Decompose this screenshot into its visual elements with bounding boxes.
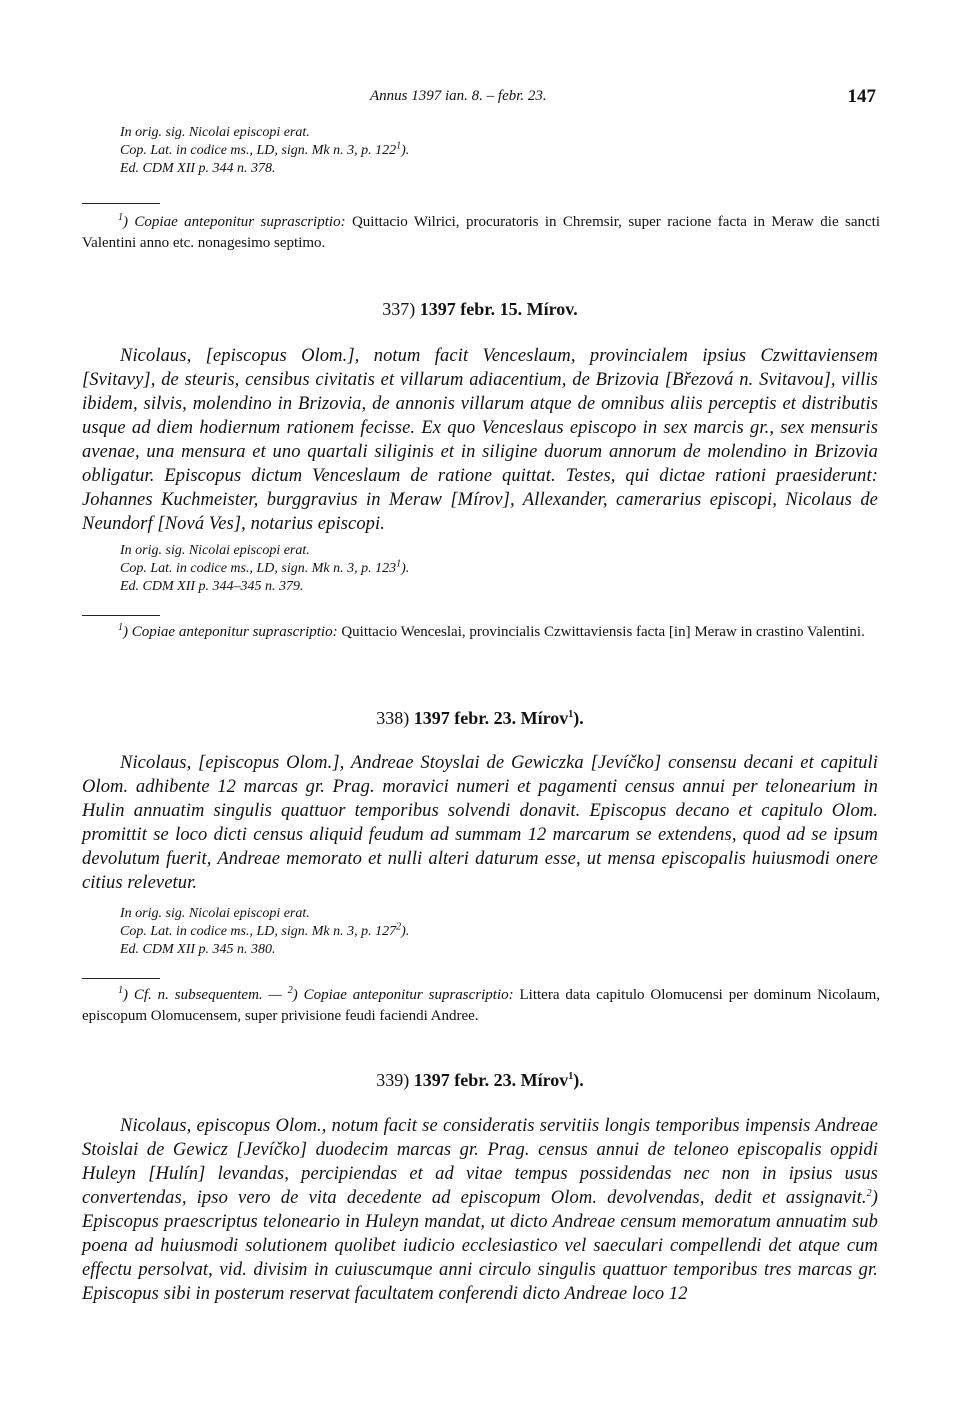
footnote-text: Quittacio Wenceslai, provincialis Czwittaviensis facta [in] Meraw in crastino Valentini. bbox=[337, 624, 865, 640]
source-text: ). bbox=[401, 143, 410, 158]
source-text: Cop. Lat. in codice ms., LD, sign. Mk n. 3, p. 123 bbox=[120, 561, 397, 576]
footnote-lead: ) Cf. n. subsequentem. — bbox=[123, 987, 288, 1003]
footnote-ref: 1 bbox=[568, 709, 574, 720]
footnote-text: Littera data capitulo Olomucensi per dominum Nicolaum, episcopum Olomucensem, super privisione feudi faciendi Andree. bbox=[82, 987, 880, 1024]
source-line: Ed. CDM XII p. 345 n. 380. bbox=[120, 942, 276, 957]
footnote-rule bbox=[82, 203, 160, 204]
source-block-prev bbox=[120, 124, 409, 178]
entry-date-place: 1397 febr. 23. Mírov bbox=[413, 1070, 569, 1090]
source-line bbox=[120, 923, 409, 941]
entry-number: 339) bbox=[376, 1070, 410, 1090]
source-text: Cop. Lat. in codice ms., LD, sign. Mk n. 3, p. 127 bbox=[120, 924, 397, 939]
source-line: Ed. CDM XII p. 344 n. 378. bbox=[120, 161, 276, 176]
entry-heading-end: ). bbox=[573, 1070, 584, 1090]
source-line: In orig. sig. Nicolai episcopi erat. bbox=[120, 543, 310, 558]
source-line bbox=[120, 560, 409, 578]
page-number: 147 bbox=[847, 86, 876, 107]
entry-date-place: 1397 febr. 15. Mírov. bbox=[419, 299, 578, 319]
footnote-rule bbox=[82, 615, 160, 616]
source-line: In orig. sig. Nicolai episcopi erat. bbox=[120, 906, 310, 921]
footnote-lead: ) Copiae anteponitur suprascriptio: bbox=[123, 214, 346, 230]
footnote-marker: 1 bbox=[118, 212, 123, 223]
footnote-rule bbox=[82, 978, 160, 979]
footnote-337 bbox=[82, 622, 880, 643]
running-head bbox=[0, 86, 960, 110]
source-block-338 bbox=[120, 905, 409, 959]
source-text: ). bbox=[401, 561, 410, 576]
entry-heading-337 bbox=[0, 299, 960, 320]
footnote-338 bbox=[82, 985, 880, 1027]
regest-338: Nicolaus, [episcopus Olom.], Andreae Stoyslai de Gewiczka [Jevíčko] consensu decani et capituli Olom. adhibente 12 marcas gr. Prag. moravici numeri et pagamenti census annui per telonearium in Hulin annuatim singulis quattuor temporibus solvendi donavit. Episcopus decano et capitulo Olom. promittit se loco dicti census aliquid feudum ad summam 12 marcarum se extendens, quod ad se ipsum devolutum fuerit, Andreae memorato et nulli alteri daturum esse, ut mensa episcopalis huiusmodi onere citius relevetur. bbox=[82, 753, 878, 893]
footnote-marker: 1 bbox=[118, 985, 123, 996]
regest-text: Nicolaus, episcopus Olom., notum facit se consideratis servitiis longis temporibus impensis Andreae Stoislai de Gewicz [Jevíčko] duodecim marcas gr. Prag. census annui de teloneo episcopalis oppidi Huleyn [Hulín] levandas, percipiendas et ad vitae tempus possidendas nec non in ipsius usus convertendas, ipso vero de vita decedente ad episcopum Olom. devolvendas, dedit et assignavit. bbox=[82, 1116, 878, 1208]
footnote-lead: ) Copiae anteponitur suprascriptio: bbox=[292, 987, 514, 1003]
regest-text: ) Episcopus praescriptus teloneario in Huleyn mandat, ut dicto Andreae censum memoratum annuatim sub poena ad huiusmodi solutionem quolibet iudicio ecclesiastico vel saeculari compellendi det atque cum effectu persolvat, vid. divisim in cuiuscumque anni circulo singulis quattuor temporibus tres marcas gr. Episcopus sibi in posterum reservat facultatem conferendi dicto Andreae loco 12 bbox=[82, 1188, 878, 1304]
regest-337: Nicolaus, [episcopus Olom.], notum facit Venceslaum, provincialem ipsius Czwittaviensem [Svitavy], de steuris, censibus civitatis et villarum adiacentium, de Brizovia [Březová n. Svitavou], villis ibidem, silvis, molendino in Brizovia, de annonis villarum atque de omnibus aliis perceptis et distributis usque ad diem hodiernum rationem fecisse. Ex quo Venceslaus episcopo in sex marcis gr., sex mensuris avenae, una mensura et uno quartali siliginis et in siligine duorum annorum de molendino in Brizovia obligatur. Episcopus dictum Venceslaum de ratione quittat. Testes, qui dictae rationi praesiderunt: Johannes Kuchmeister, burggravius in Meraw [Mírov], Allexander, camerarius episcopi, Nicolaus de Neundorf [Nová Ves], notarius episcopi. bbox=[82, 346, 878, 534]
footnote-text: Quittacio Wilrici, procuratoris in Chremsir, super racione facta in Meraw die sancti Valentini anno etc. nonagesimo septimo. bbox=[82, 214, 881, 251]
footnote-ref: 1 bbox=[396, 558, 402, 570]
entry-date-place: 1397 febr. 23. Mírov bbox=[413, 708, 569, 728]
entry-heading-338 bbox=[0, 708, 960, 729]
entry-number: 337) bbox=[382, 299, 416, 319]
regest-339 bbox=[82, 1114, 878, 1306]
footnote-ref: 1 bbox=[568, 1071, 574, 1082]
footnote-lead: ) Copiae anteponitur suprascriptio: bbox=[123, 624, 338, 640]
footnote-marker: 1 bbox=[118, 622, 123, 633]
entry-heading-end: ). bbox=[573, 708, 584, 728]
source-block-337 bbox=[120, 542, 409, 596]
entry-heading-339 bbox=[0, 1070, 960, 1091]
footnote-ref: 1 bbox=[396, 140, 402, 152]
source-text: Cop. Lat. in codice ms., LD, sign. Mk n. 3, p. 122 bbox=[120, 143, 397, 158]
footnote-marker: 2 bbox=[287, 985, 293, 996]
source-line bbox=[120, 142, 409, 160]
running-head-title: Annus 1397 ian. 8. – febr. 23. bbox=[370, 88, 547, 104]
footnote-prev bbox=[82, 212, 880, 254]
footnote-ref: 2 bbox=[866, 1187, 872, 1199]
source-line: In orig. sig. Nicolai episcopi erat. bbox=[120, 125, 310, 140]
entry-number: 338) bbox=[376, 708, 410, 728]
footnote-ref: 2 bbox=[396, 921, 402, 933]
source-line: Ed. CDM XII p. 344–345 n. 379. bbox=[120, 579, 304, 594]
source-text: ). bbox=[401, 924, 410, 939]
